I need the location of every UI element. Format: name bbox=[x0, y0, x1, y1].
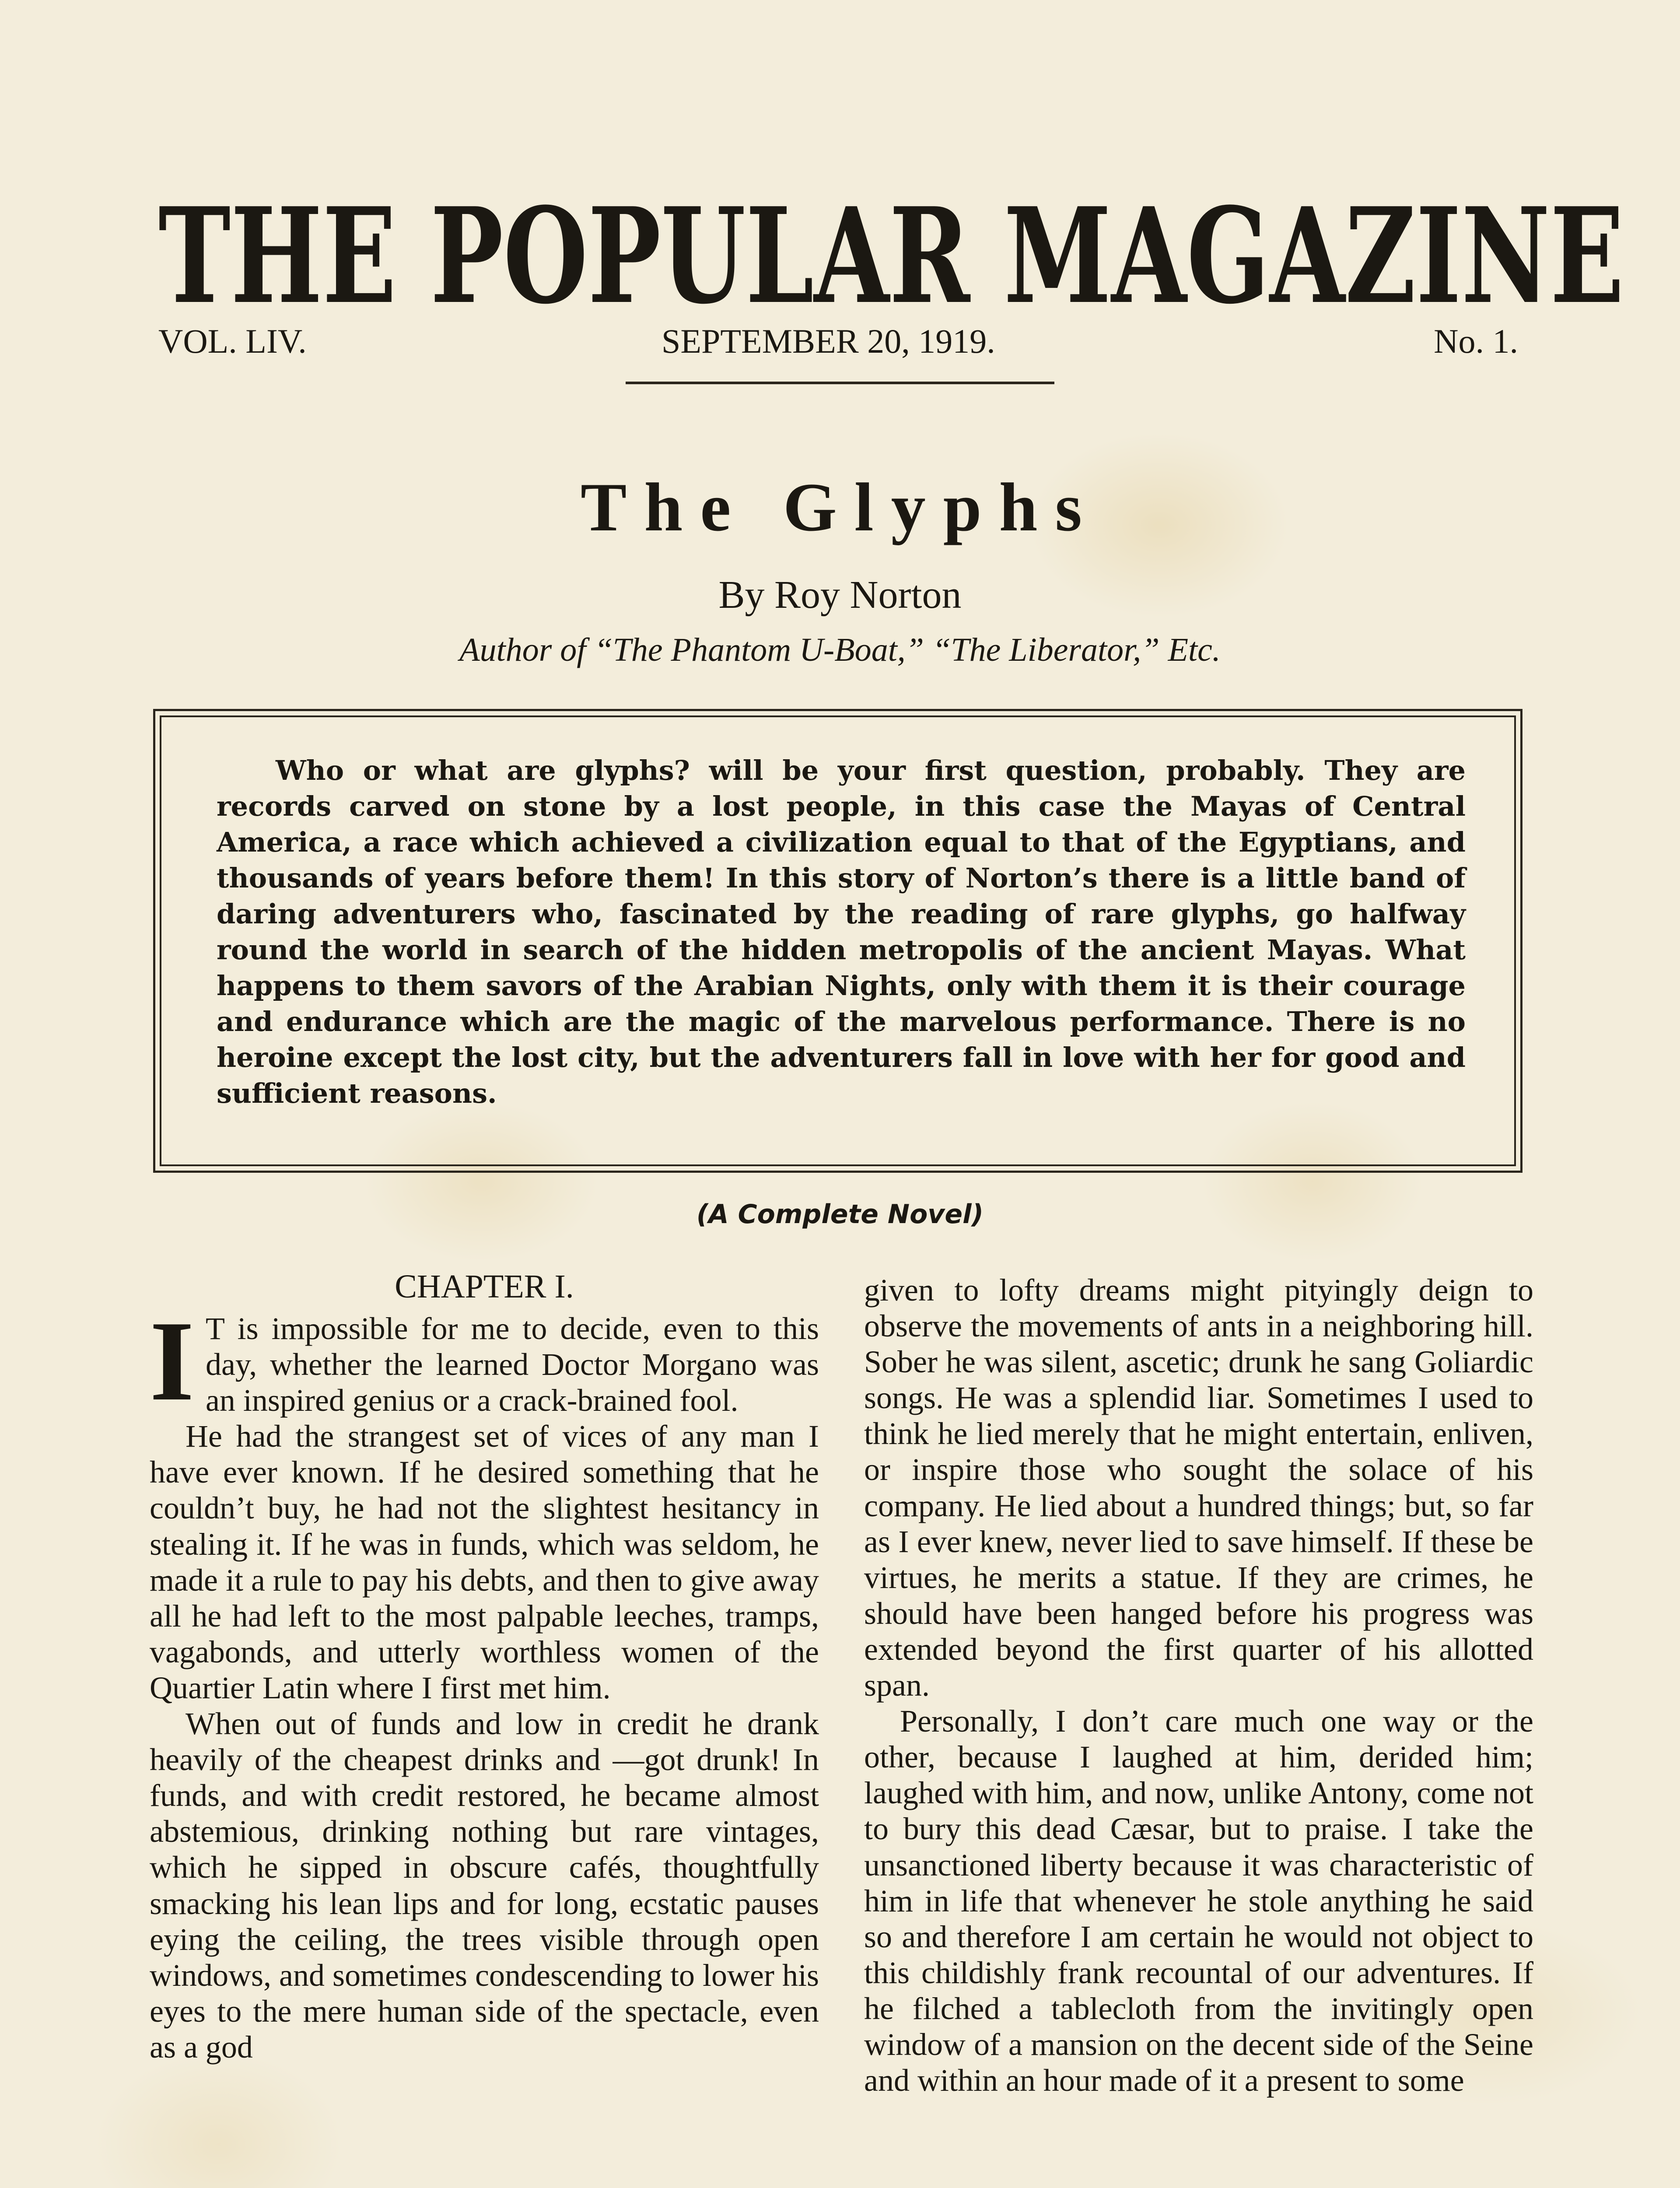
issue-number: No. 1. bbox=[1434, 322, 1518, 360]
paragraph-text: T is impossible for me to decide, even to this day, whether the learned Doctor Morgano was an inspired genius or a crack-brained fool. bbox=[205, 1311, 819, 1418]
opening-paragraph bbox=[150, 1297, 819, 1424]
chapter-heading: CHAPTER I. bbox=[395, 1268, 574, 1305]
text-column-right bbox=[864, 1272, 1533, 2098]
genre-label: (A Complete Novel) bbox=[696, 1199, 984, 1230]
author-credits: Author of “The Phantom U-Boat,” “The Liberator,” Etc. bbox=[459, 631, 1221, 668]
paragraph-continued: given to lofty dreams might pityingly deign to observe the movements of ants in a neighboring hill. Sober he was silent, ascetic; drunk he sang Goliardic songs. He was a splendid liar. Sometimes I used to think he lied merely that he might entertain, enliven, or inspire those who sought the solace of his company. He lied about a hundred things; but, so far as I ever knew, never lied to save himself. If these be virtues, he merits a statue. If they are crimes, he should have been hanged before his progress was extended beyond the first quarter of his allotted span. bbox=[864, 1273, 1533, 1703]
paragraph: Personally, I don’t care much one way or the other, because I laughed at him, derided him; laughed with him, and now, unlike Antony, come not to bury this dead Cæsar, but to praise. I take the unsanctioned liberty because it was characteristic of him in life that whenever he stole anything he said so and therefore I am certain he would not object to this childishly frank recountal of our adventures. If he filched a tablecloth from the invitingly open window of a mansion on the decent side of the Seine and within an hour made of it a present to some bbox=[864, 1704, 1533, 2098]
synopsis-text: Who or what are glyphs? will be your first question, probably. They are records carved on stone by a lost people, in this case the Mayas of Central America, a race which achieved a civilization equal to that of the Egyptians, and thousands of years before them! In this story of Norton’s there is a little band of daring adventurers who, fascinated by the reading of rare glyphs, go halfway round the world in search of the hidden metropolis of the ancient Mayas. What happens to them savors of the Arabian Nights, only with them it is their courage and endurance which are the magic of the marvelous performance. There is no heroine except the lost city, but the adventurers fall in love with her for good and sufficient reasons. bbox=[217, 754, 1466, 1109]
masthead-container bbox=[158, 179, 1624, 333]
paragraph: He had the strangest set of vices of any man I have ever known. If he desired something that he couldn’t buy, he had not the slightest hesitancy in stealing it. If he was in funds, which was seldom, he made it a rule to pay his debts, and then to give away all he had left to the most palpable leeches, tramps, vagabonds, and utterly worthless women of the Quartier Latin where I first met him. bbox=[150, 1419, 819, 1705]
text-column-left bbox=[150, 1267, 819, 2065]
date-underline-rule bbox=[626, 382, 1054, 384]
volume-number: VOL. LIV. bbox=[158, 322, 307, 360]
paragraph: When out of funds and low in credit he drank heavily of the cheapest drinks and —got drunk! In funds, and with credit restored, he became almost abstemious, drinking nothing but rare vintages, which he sipped in obscure cafés, thoughtfully smacking his lean lips and for long, ecstatic pauses eying the ceiling, the trees visible through open windows, and sometimes condescending to lower his eyes to the mere human side of the spectacle, even as a god bbox=[150, 1706, 819, 2065]
story-title: The Glyphs bbox=[581, 469, 1099, 546]
issue-date: SEPTEMBER 20, 1919. bbox=[662, 322, 995, 360]
magazine-title: THE POPULAR MAGAZINE bbox=[158, 179, 1624, 333]
story-byline: By Roy Norton bbox=[718, 573, 962, 617]
drop-cap: I bbox=[150, 1297, 194, 1424]
